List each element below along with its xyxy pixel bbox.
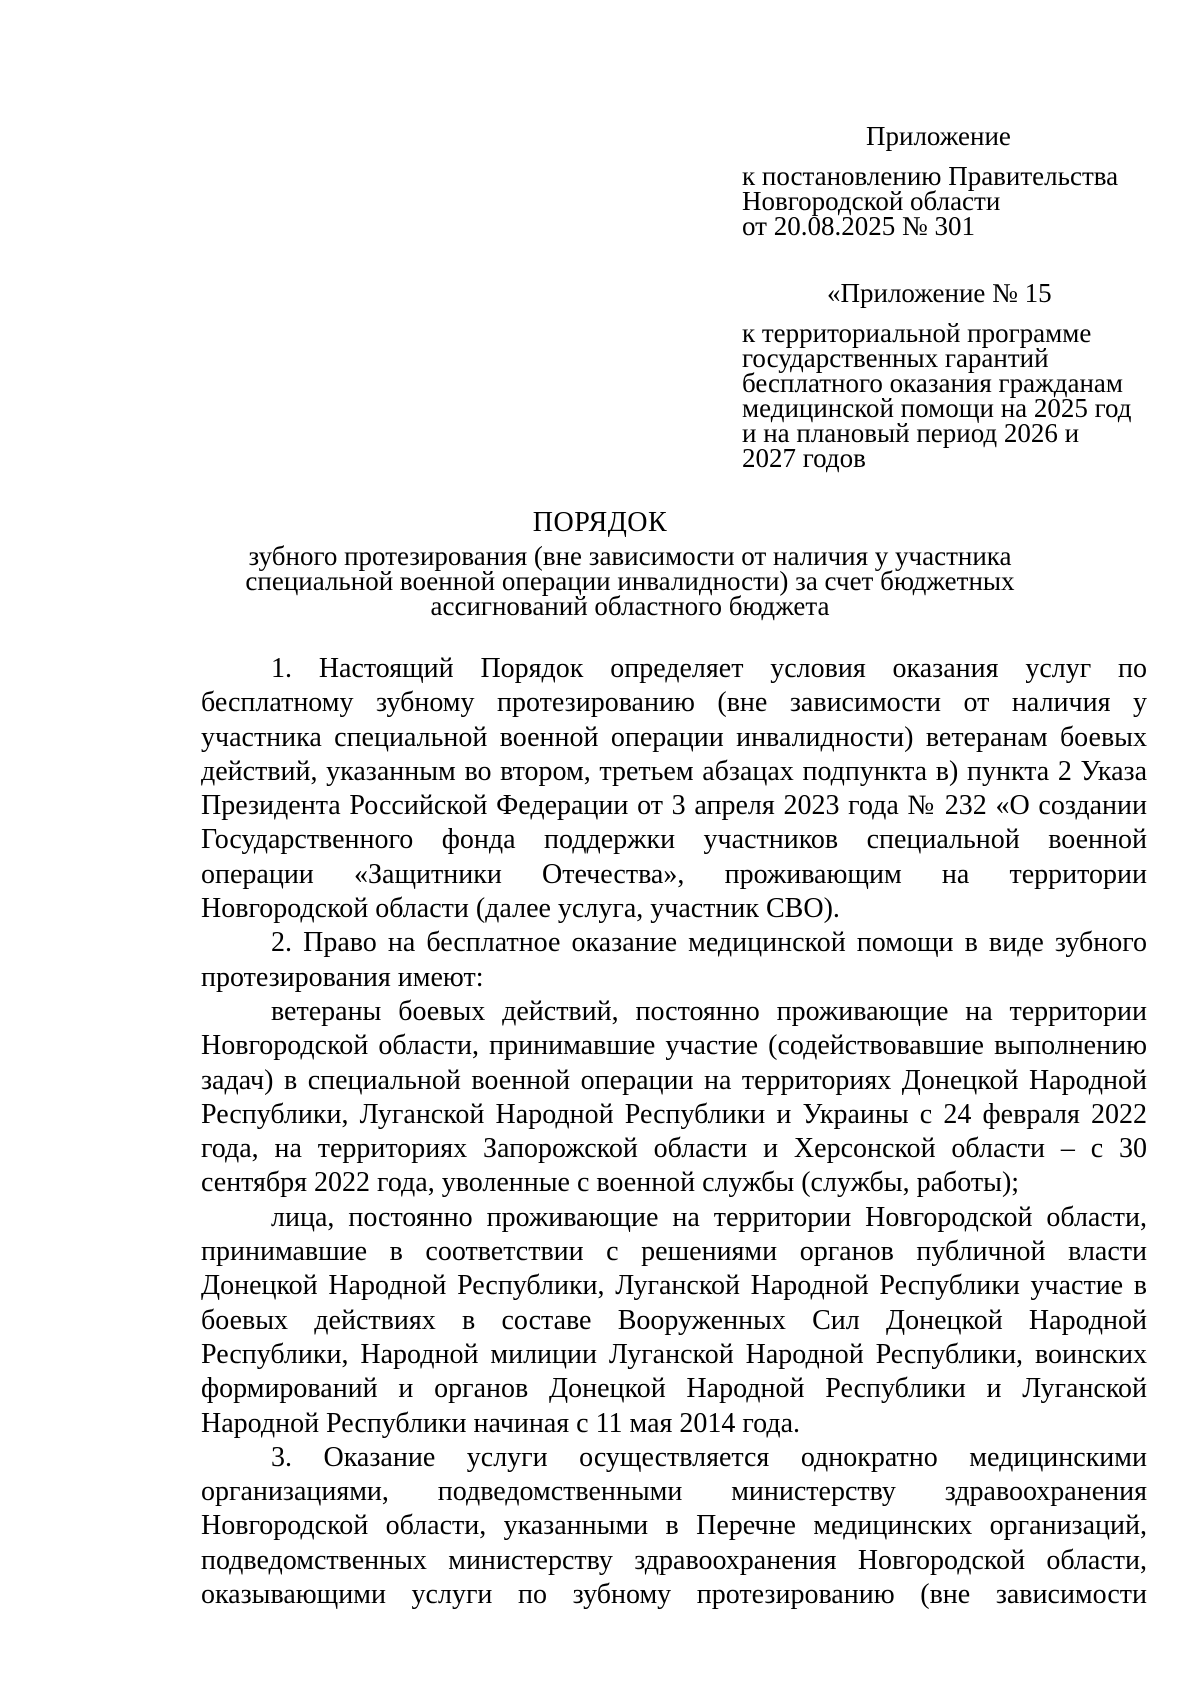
subtitle-line: ассигнований областного бюджета: [430, 591, 830, 621]
appendix-header-block: [742, 122, 1172, 239]
program-appendix-line: и на плановый период 2026 и: [742, 418, 1080, 448]
appendix-line: от 20.08.2025 № 301: [742, 211, 975, 241]
subtitle-line: зубного протезирования (вне зависимости от наличия у участника: [248, 541, 1012, 571]
paragraph-2: 2. Право на бесплатное оказание медицинской помощи в виде зубного протезирования имеют:: [201, 927, 1147, 993]
paragraph-2-item-veterans: ветераны боевых действий, постоянно проживающие на территории Новгородской области, принимавшие участие (содействовавшие выполнению задач) в специальной военной операции на территориях Донецкой Народной Республики, Луганской Народной Республики и Украины с 24 февраля 2022 года, на территориях Запорожской области и Херсонской области – с 30 сентября 2022 года, уволенные с военной службы (службы, работы);: [201, 995, 1147, 1199]
document-body: [201, 652, 1147, 1612]
program-appendix-line: медицинской помощи на 2025 год: [742, 393, 1132, 423]
appendix-title: Приложение: [866, 121, 1011, 151]
program-appendix-line: государственных гарантий: [742, 343, 1049, 373]
paragraph-1: 1. Настоящий Порядок определяет условия оказания услуг по бесплатному зубному протезированию (вне зависимости от наличия у участника специальной военной операции инвалидности) ветеранам боевых действий, указанным во втором, третьем абзацах подпункта в) пункта 2 Указа Президента Российской Федерации от 3 апреля 2023 года № 232 «О создании Государственного фонда поддержки участников специальной военной операции «Защитники Отечества», проживающим на территории Новгородской области (далее услуга, участник СВО).: [201, 653, 1147, 925]
paragraph-3: 3. Оказание услуги осуществляется однократно медицинскими организациями, подведомственными министерству здравоохранения Новгородской области, указанными в Перечне медицинских организаций, подведомственных министерству здравоохранения Новгородской области, оказывающими услуги по зубному протезированию (вне зависимости: [201, 1441, 1147, 1611]
document-title: ПОРЯДОК: [532, 507, 668, 538]
program-appendix-line: к территориальной программе: [742, 318, 1092, 348]
subtitle-line: специальной военной операции инвалидности) за счет бюджетных: [245, 566, 1015, 596]
appendix-line: к постановлению Правительства: [742, 161, 1119, 191]
program-appendix-block: [742, 279, 1172, 471]
document-subtitle: [200, 541, 1060, 621]
paragraph-2-item-residents: лица, постоянно проживающие на территории Новгородской области, принимавшие в соответствии с решениями органов публичной власти Донецкой Народной Республики, Луганской Народной Республики участие в боевых действиях в составе Вооруженных Сил Донецкой Народной Республики, Народной милиции Луганской Народной Республики, воинских формирований и органов Донецкой Народной Республики и Луганской Народной Республики начиная с 11 мая 2014 года.: [201, 1201, 1147, 1439]
appendix-line: Новгородской области: [742, 186, 1001, 216]
program-appendix-title: «Приложение № 15: [827, 278, 1052, 308]
program-appendix-line: 2027 годов: [742, 443, 866, 473]
program-appendix-line: бесплатного оказания гражданам: [742, 368, 1123, 398]
